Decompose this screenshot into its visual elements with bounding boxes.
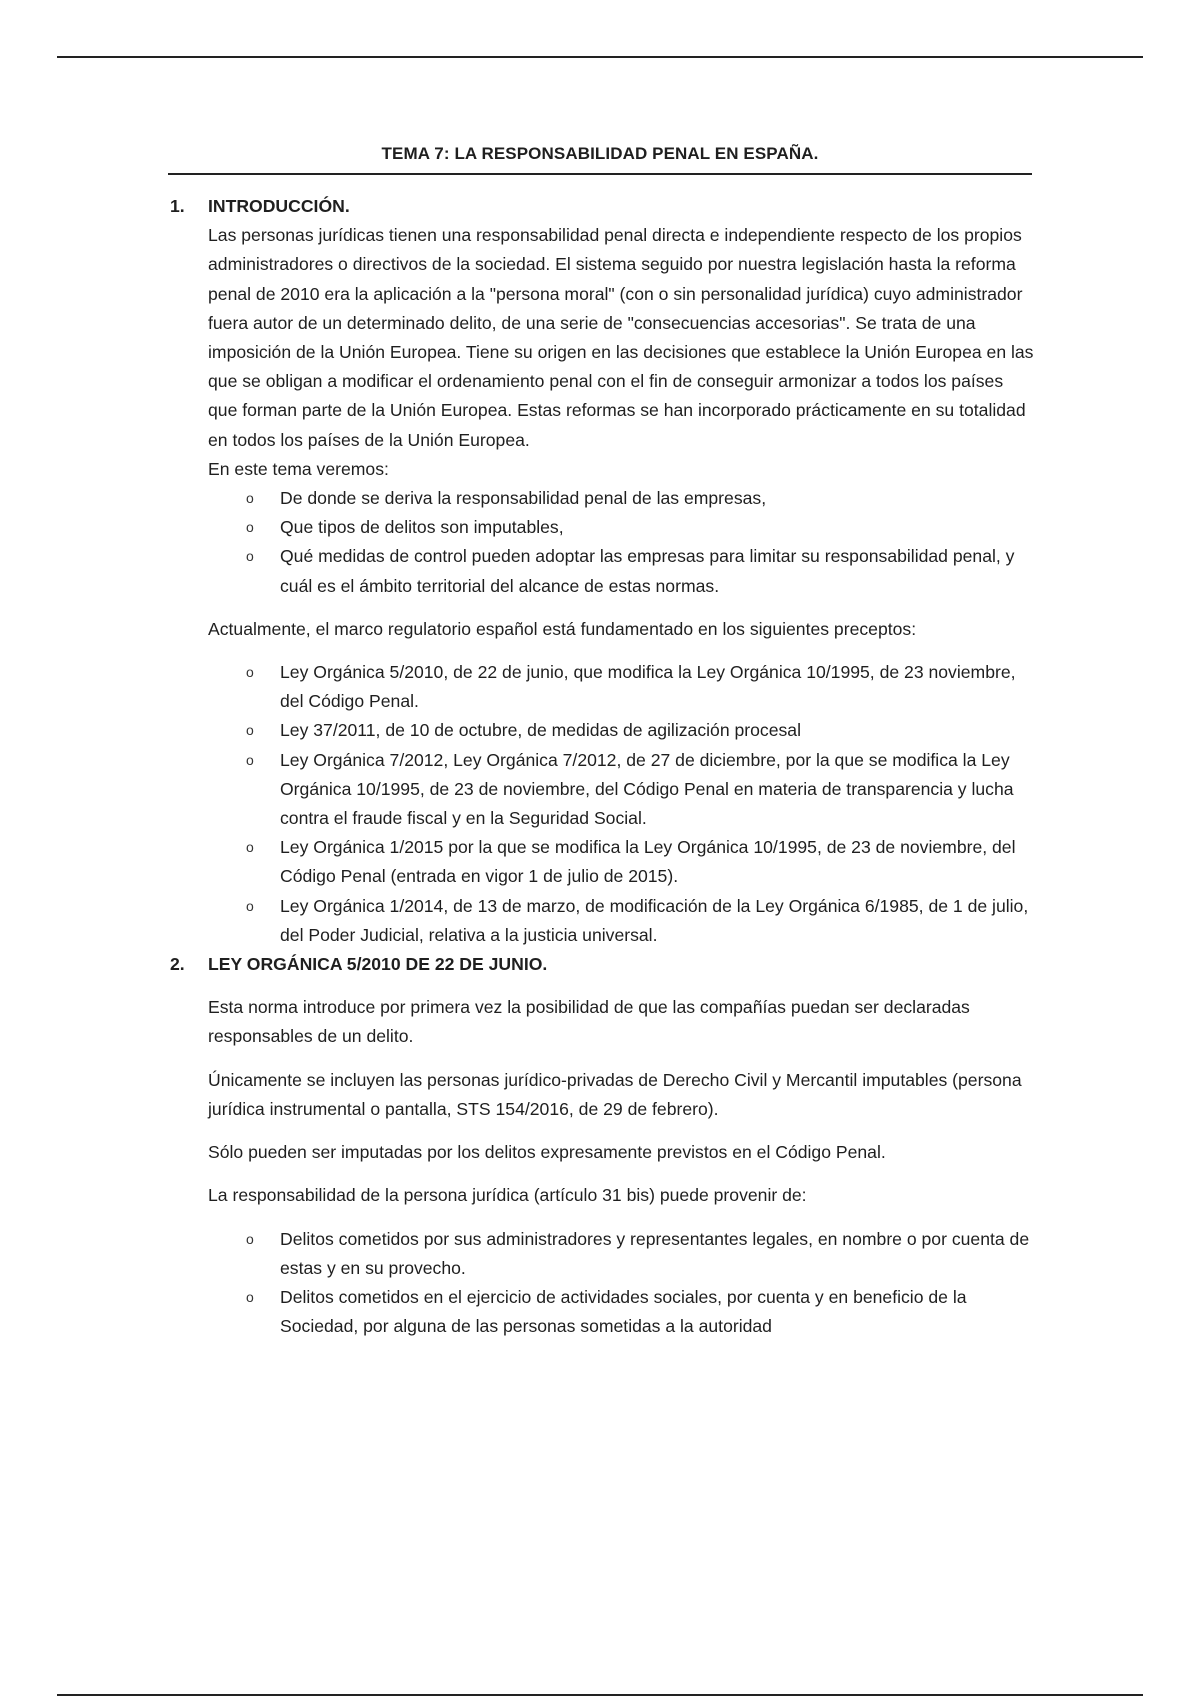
section-1-title: INTRODUCCIÓN.: [208, 196, 350, 216]
list-item: o Delitos cometidos en el ejercicio de actividades sociales, por cuenta y en beneficio de la Sociedad, por alguna de las personas sometidas a la autoridad: [280, 1283, 1036, 1341]
list-item: o Ley Orgánica 1/2014, de 13 de marzo, de modificación de la Ley Orgánica 6/1985, de 1 de julio, del Poder Judicial, relativa a la justicia universal.: [280, 892, 1036, 950]
section-1-heading: [170, 192, 1036, 221]
section-2-paragraph: Esta norma introduce por primera vez la posibilidad de que las compañías puedan ser declaradas responsables de un delito.: [208, 997, 970, 1047]
list-item: o De donde se deriva la responsabilidad penal de las empresas,: [280, 484, 1036, 513]
section-2-title: LEY ORGÁNICA 5/2010 DE 22 DE JUNIO.: [208, 954, 548, 975]
section-2-number: 2.: [170, 954, 185, 975]
bullet-circle-icon: o: [246, 722, 254, 739]
bullet-circle-icon: o: [246, 519, 254, 536]
origins-list: [208, 1225, 1036, 1342]
list-item: o Ley Orgánica 7/2012, Ley Orgánica 7/2012, de 27 de diciembre, por la que se modifica la Ley Orgánica 10/1995, de 23 de noviembre, del Código Penal en materia de transparencia y lucha contra el fraude fiscal y en la Seguridad Social.: [280, 746, 1036, 834]
bullet-circle-icon: o: [246, 548, 254, 565]
bullet-circle-icon: o: [246, 664, 254, 681]
bullet-circle-icon: o: [246, 490, 254, 507]
intro-paragraph: Las personas jurídicas tienen una responsabilidad penal directa e independiente respecto de los propios administradores o directivos de la sociedad. El sistema seguido por nuestra legislación hasta la reforma penal de 2010 era la aplicación a la "persona moral" (con o sin personalidad jurídica) cuyo administrador fuera autor de un determinado delito, de una serie de "consecuencias accesorias". Se trata de una imposición de la Unión Europea. Tiene su origen en las decisiones que establece la Unión Europea en las que se obligan a modificar el ordenamiento penal con el fin de conseguir armonizar a todos los países que forman parte de la Unión Europea. Estas reformas se han incorporado prácticamente en su totalidad en todos los países de la Unión Europea.: [208, 225, 1034, 450]
title-underline: [168, 173, 1032, 175]
bullet-circle-icon: o: [246, 897, 254, 914]
page-bottom-rule: [57, 1694, 1143, 1696]
section-2-paragraph: La responsabilidad de la persona jurídica (artículo 31 bis) puede provenir de:: [208, 1185, 807, 1206]
section-1-number: 1.: [170, 196, 185, 216]
section-2-paragraph: Sólo pueden ser imputadas por los delitos expresamente previstos en el Código Penal.: [208, 1142, 886, 1163]
bullet-circle-icon: o: [246, 1288, 254, 1305]
list-item: o Ley 37/2011, de 10 de octubre, de medidas de agilización procesal: [280, 716, 1036, 745]
page-title: TEMA 7: LA RESPONSABILIDAD PENAL EN ESPAÑA.: [381, 144, 819, 163]
section-1-body: [170, 221, 1036, 950]
bullet-circle-icon: o: [246, 1230, 254, 1247]
list-item: o Qué medidas de control pueden adoptar las empresas para limitar su responsabilidad penal, y cuál es el ámbito territorial del alcance de estas normas.: [280, 542, 1036, 600]
framework-intro: Actualmente, el marco regulatorio español está fundamentado en los siguientes preceptos:: [208, 618, 917, 639]
section-2-paragraph: Únicamente se incluyen las personas jurídico-privadas de Derecho Civil y Mercantil imputables (persona jurídica instrumental o pantalla, STS 154/2016, de 29 de febrero).: [208, 1069, 1022, 1119]
list-item: o Ley Orgánica 1/2015 por la que se modifica la Ley Orgánica 10/1995, de 23 de noviembre, del Código Penal (entrada en vigor 1 de julio de 2015).: [280, 833, 1036, 891]
topics-lead-in: En este tema veremos:: [208, 458, 389, 479]
section-2-heading: [170, 950, 1036, 979]
page-top-rule: [57, 56, 1143, 58]
list-item: o Que tipos de delitos son imputables,: [280, 513, 1036, 542]
list-item: o Delitos cometidos por sus administradores y representantes legales, en nombre o por cuenta de estas y en su provecho.: [280, 1225, 1036, 1283]
topics-list: [208, 484, 1036, 601]
bullet-circle-icon: o: [246, 839, 254, 856]
list-item: o Ley Orgánica 5/2010, de 22 de junio, que modifica la Ley Orgánica 10/1995, de 23 noviembre, del Código Penal.: [280, 658, 1036, 716]
laws-list: [208, 658, 1036, 950]
bullet-circle-icon: o: [246, 751, 254, 768]
section-2-body: [170, 979, 1036, 1341]
document-body: [170, 192, 1036, 1341]
